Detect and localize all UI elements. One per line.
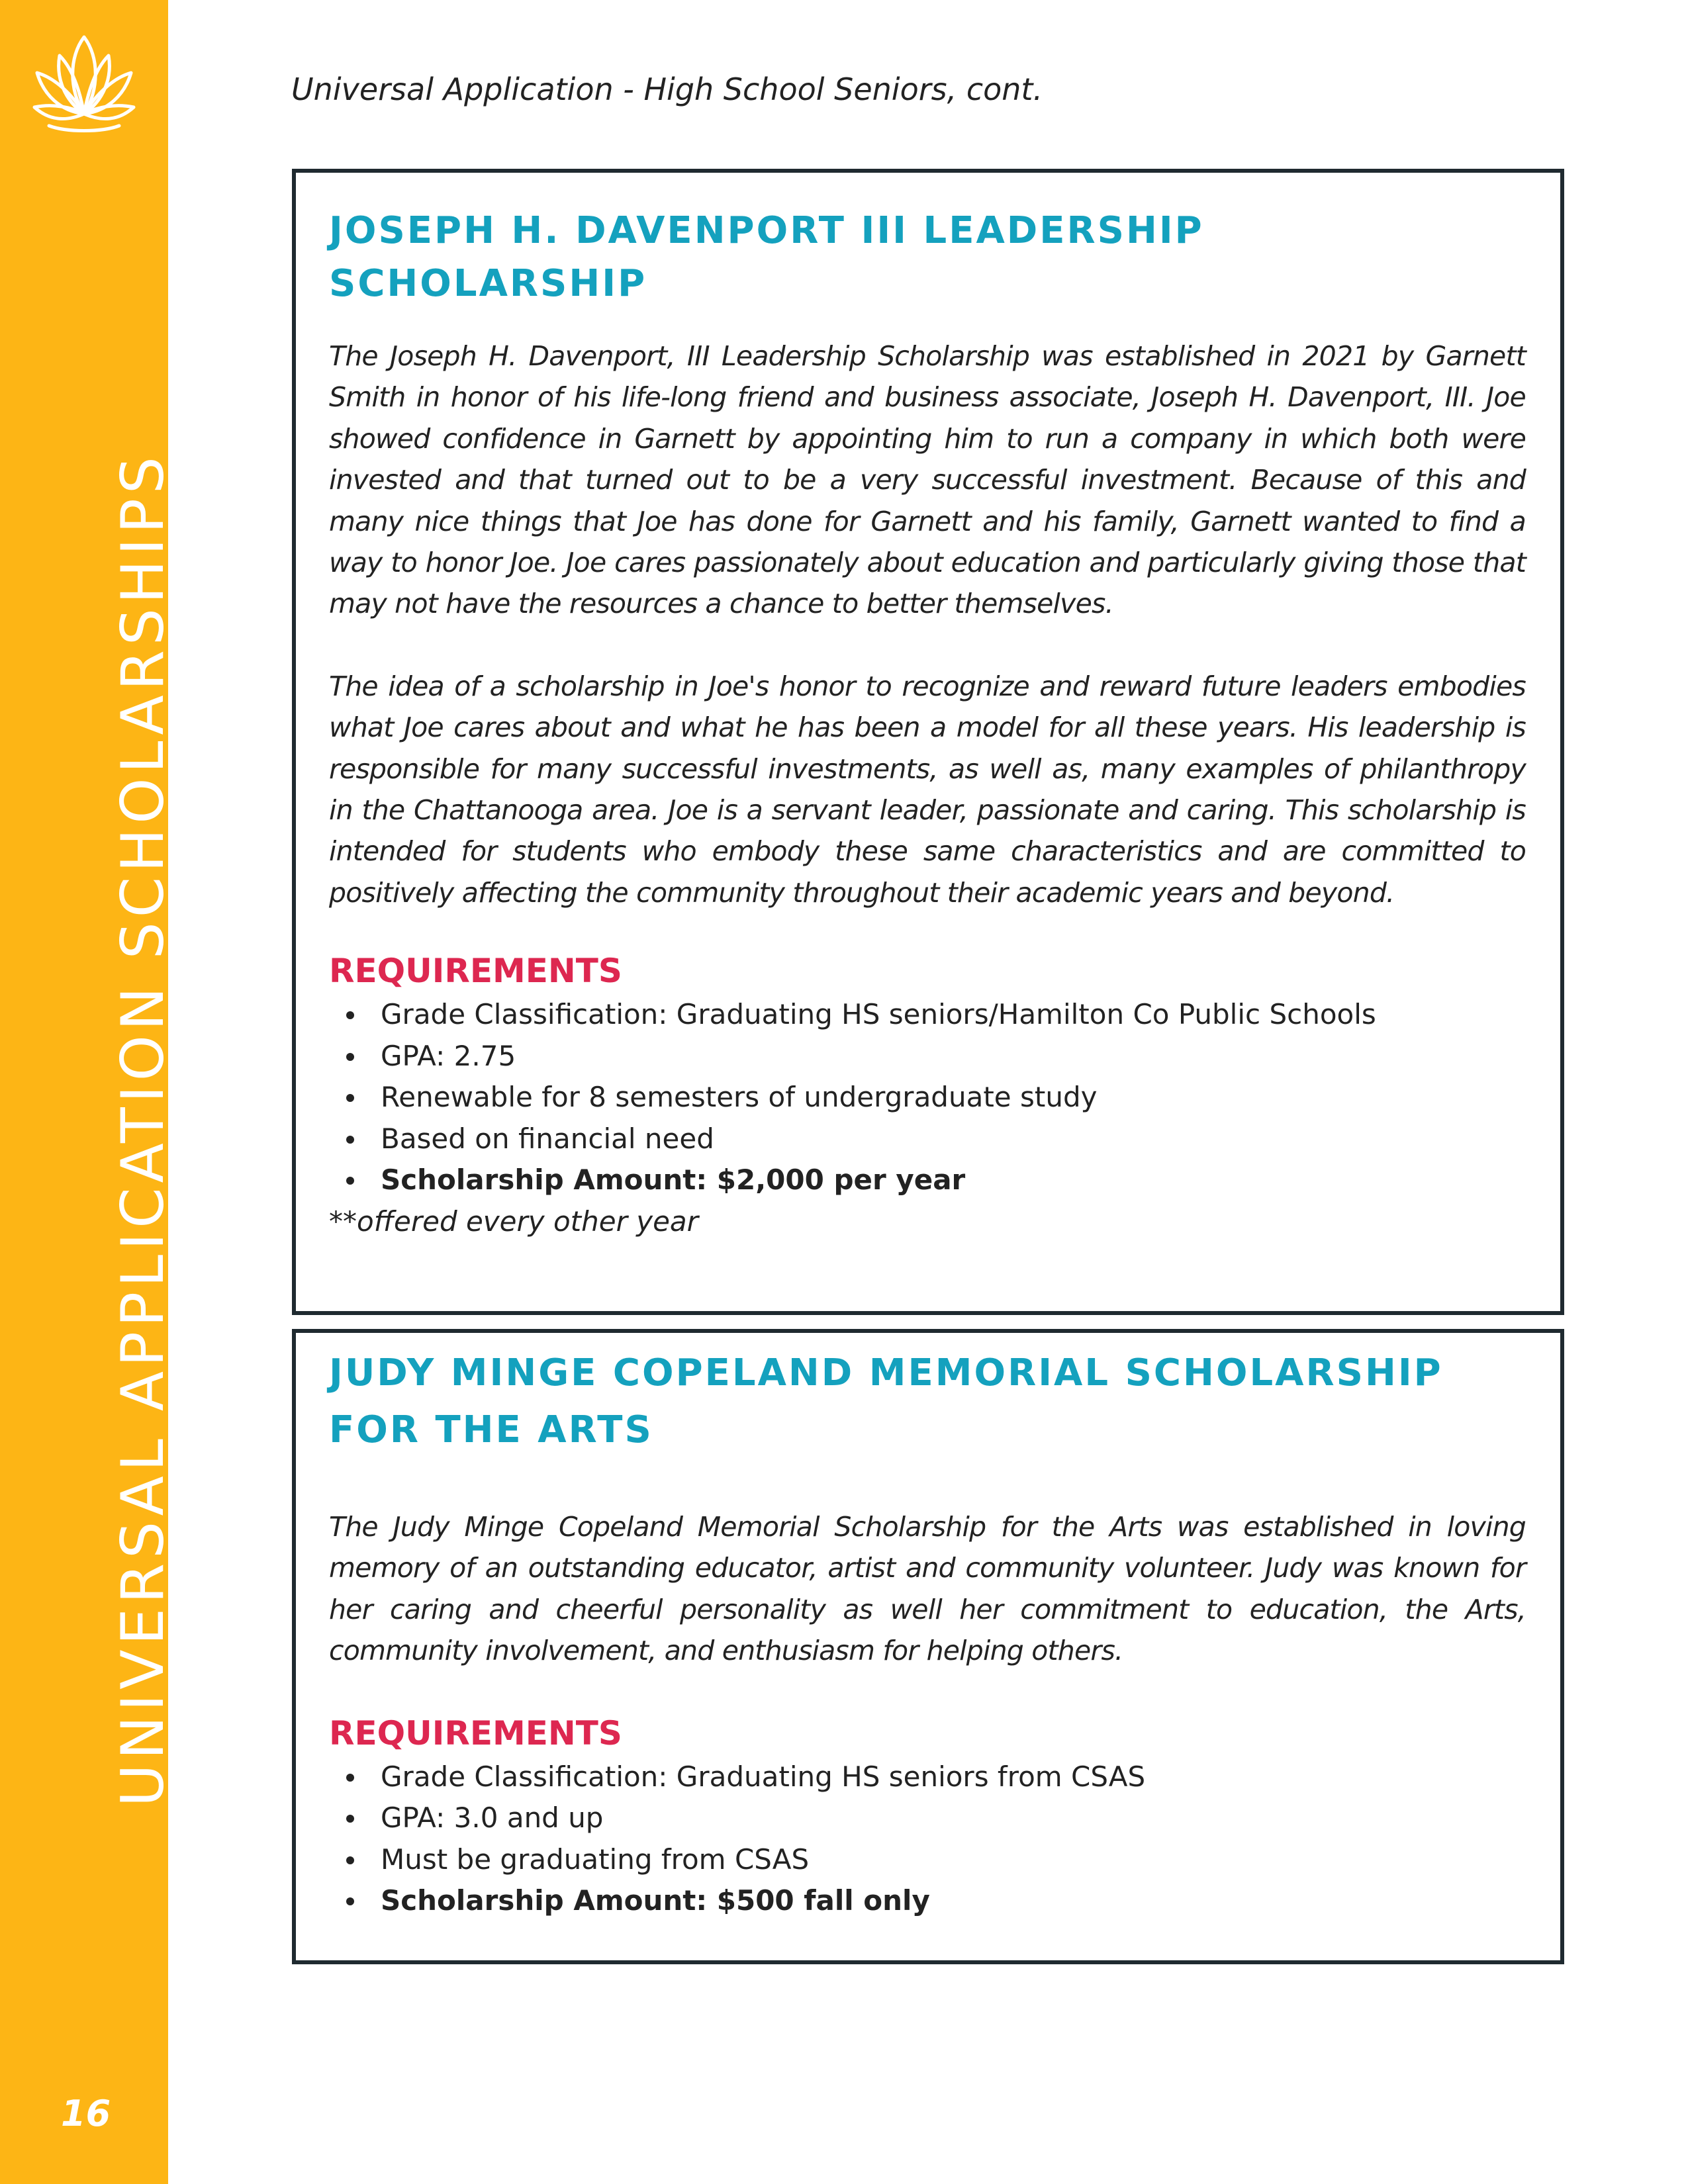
sidebar-title: UNIVERSAL APPLICATION SCHOLARSHIPS [109,452,177,1807]
lotus-icon [26,29,142,142]
scholarship-description: The Judy Minge Copeland Memorial Scholarship for the Arts was established in loving memory of an outstanding educator, artist and community volunteer. Judy was known for her caring and cheerful personality as well her commitment to education, the Arts, community involvement, and enthusiasm for helping others. [329,1511,1526,1667]
requirements-list [329,1756,1526,1922]
requirements-heading: REQUIREMENTS [329,952,622,991]
page-number: 16 [61,2093,111,2134]
requirements-heading: REQUIREMENTS [329,1713,622,1752]
scholarship-description: The Joseph H. Davenport, III Leadership Scholarship was established in 2021 by Garnett Smith in honor of his life-long friend and business associate, Joseph H. Davenport, III. Joe showed confidence in Garnett by appointing him to run a company in which both were invested and that turned out to be a very successful investment. Because of this and many nice things that Joe has done for Garnett and his family, Garnett wanted to find a way to honor Joe. Joe cares passionately about education and particularly giving those that may not have the resources a chance to better themselves. [329,340,1526,620]
scholarship-amount: Scholarship Amount: $500 fall only [329,1880,1526,1922]
scholarship-title: JUDY MINGE COPELAND MEMORIAL SCHOLARSHIP FOR THE ARTS [329,1351,1443,1451]
list-item: Based on financial need [329,1118,1526,1160]
scholarship-note: **offered every other year [329,1205,698,1238]
sidebar [0,0,177,2184]
scholarship-amount: Scholarship Amount: $2,000 per year [329,1160,1526,1201]
list-item: GPA: 2.75 [329,1036,1526,1077]
list-item: Renewable for 8 semesters of undergraduate study [329,1077,1526,1118]
list-item: Must be graduating from CSAS [329,1839,1526,1881]
list-item: Grade Classification: Graduating HS seniors/Hamilton Co Public Schools [329,994,1526,1036]
scholarship-card-davenport [292,169,1564,1315]
requirements-list [329,994,1526,1201]
scholarship-description: The idea of a scholarship in Joe's honor to recognize and reward future leaders embodies what Joe cares about and what he has been a model for all these years. His leadership is responsible for many successful investments, as well as, many examples of philanthropy in the Chattanooga area. Joe is a servant leader, passionate and caring. This scholarship is intended for students who embody these same characteristics and are committed to positively affecting the community throughout their academic years and beyond. [329,670,1526,909]
page-header: Universal Application - High School Seniors, cont. [291,71,1043,107]
scholarship-title: JOSEPH H. DAVENPORT III LEADERSHIP SCHOLARSHIP [329,209,1204,305]
scholarship-card-copeland [292,1329,1564,1964]
list-item: GPA: 3.0 and up [329,1797,1526,1839]
list-item: Grade Classification: Graduating HS seniors from CSAS [329,1756,1526,1798]
